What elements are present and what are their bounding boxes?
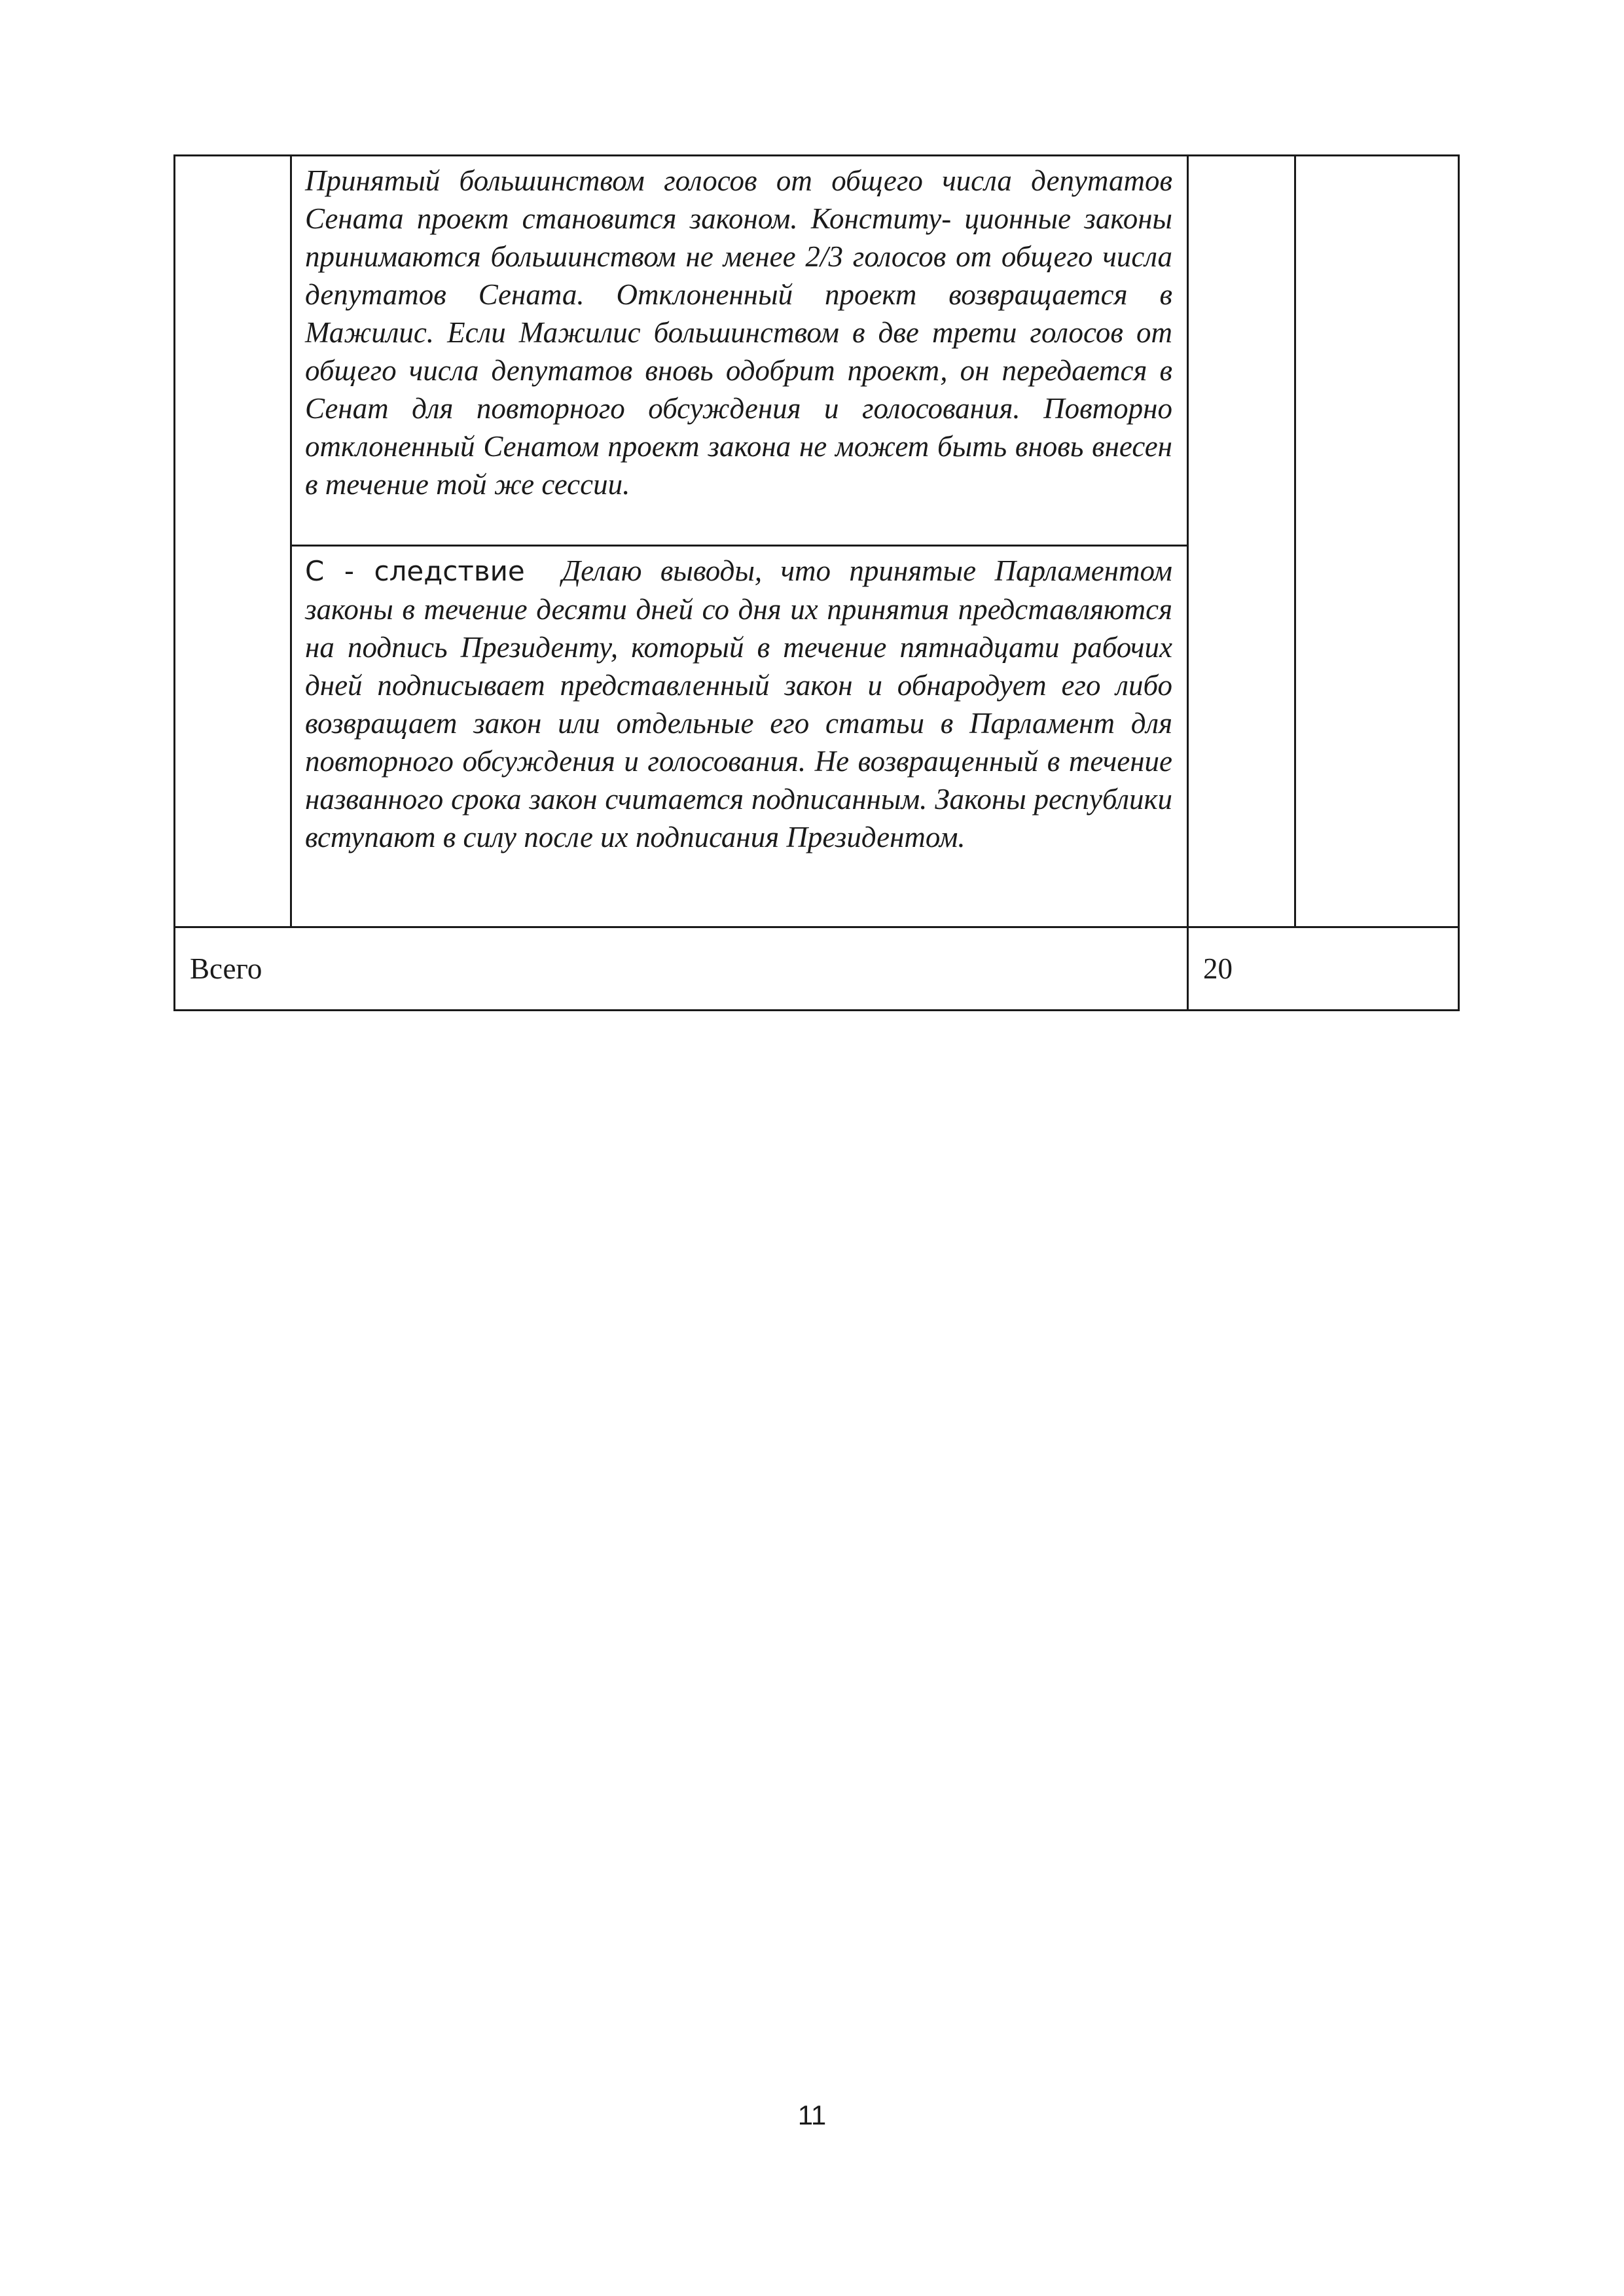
empty-number-cell	[175, 156, 291, 927]
paragraph-senate-procedure: Принятый большинством голосов от общего числа депутатов Сената проект становится законом. Конститу- ционные законы принимаются большинством не менее 2/3 голосов от общего числа депутатов Сената. Отклоненный проект возвращается в Мажилис. Если Мажилис большинством в две трети голосов от общего числа депутатов вновь одобрит проект, он передается в Сенат для повторного обсуждения и голосования. Повторно отклоненный Сенатом проект закона не может быть вновь внесен в течение той же сессии.	[305, 164, 1172, 501]
text-cell-conclusion	[291, 546, 1188, 927]
empty-notes-cell	[1295, 156, 1459, 927]
empty-score-cell	[1188, 156, 1295, 927]
paragraph-conclusion	[305, 552, 1172, 856]
total-value: 20	[1188, 927, 1459, 1011]
page-number: 11	[797, 2100, 827, 2130]
total-label: Всего	[175, 927, 1188, 1011]
table-row	[175, 156, 1459, 546]
total-row	[175, 927, 1459, 1011]
conclusion-text: Делаю выводы, что принятые Парламентом законы в течение десяти дней со дня их принятия представляются на подпись Президенту, который в течение пятнадцати рабочих дней подписывает представленный закон и обнародует его либо возвращает закон или отдельные его статьи в Парламент для повторного обсуждения и голосования. Не возвращенный в течение названного срока закон считается подписанным. Законы республики вступают в силу после их подписания Президентом.	[305, 554, 1172, 853]
conclusion-lead-label: С - следствие	[305, 555, 525, 587]
text-cell-senate	[291, 156, 1188, 546]
assessment-table	[173, 154, 1460, 1011]
